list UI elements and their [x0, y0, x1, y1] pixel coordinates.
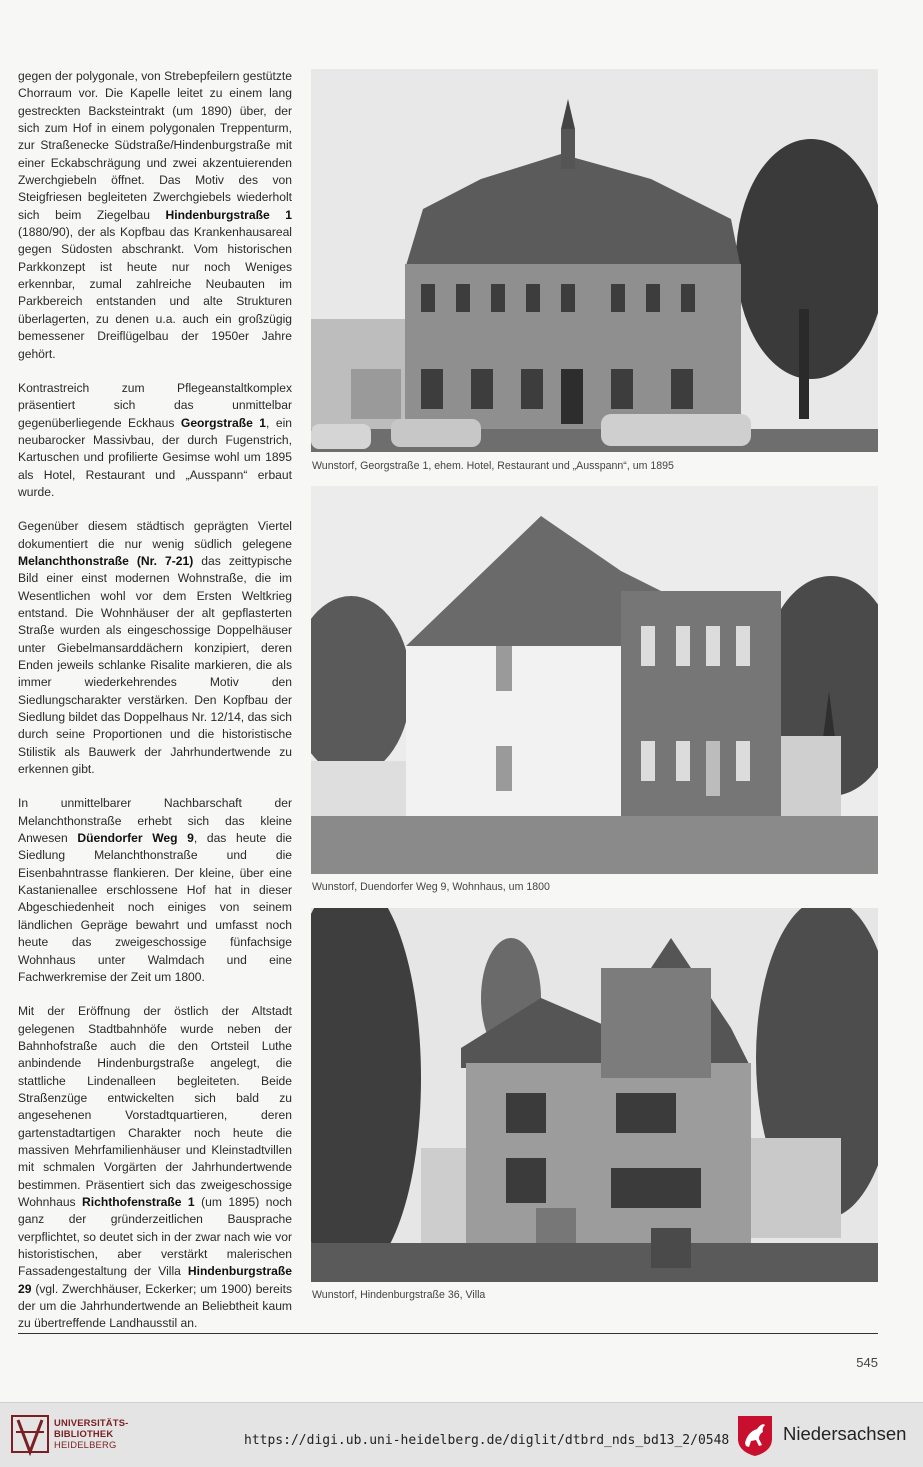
- paragraph-3: Gegenüber diesem städtisch geprägten Viertel dokumentiert die nur wenig südlich gelegene Melanchthonstraße (Nr. 7-21) das zeittypische Bild einer einst modernen Wohnstraße, die im Wesentlichen wohl vor dem Ersten Weltkrieg entstand. Die Wohnhäuser der alt gepflasterten Straße wurden als eingeschossige Doppelhäuser unter Giebelmansarddächern konzipiert, deren Enden jeweils schlanke Risalite markieren, die als immer wiederkehrendes Motiv den Siedlungscharakter verstärken. Den Kopfbau der Siedlung bildet das Doppelhaus Nr. 12/14, das sich durch seine Proportionen und die historistische Stilistik als Bauwerk der Jahrhundertwende zu erkennen gibt.: [18, 519, 292, 777]
- paragraph-2: Kontrastreich zum Pflegeanstaltkomplex präsentiert sich das unmittelbar gegenüberliegende Eckhaus Georgstraße 1, ein neubarocker Massivbau, der durch Fugenstrich, Kartuschen und profilierte Gesimse wohl um 1895 als Hotel, Restaurant und „Ausspann“ erbaut wurde.: [18, 380, 293, 499]
- paragraph-5: Mit der Eröffnung der östlich der Altstadt gelegenen Stadtbahnhöfe wurde neben der Bahnhofstraße auch die den Ortsteil Luthe anbindende Hindenburgstraße angelegt, die stattliche Lindenalleen begleiteten. Beide Straßenzüge entwickelten sich bald zu angesehenen Vorstadtquartieren, deren gartenstadtartigen Charakter noch heute die massiven Mehrfamilienhäuser und Kleinstadtvillen mit schmalen Vorgärten der Jahrhundertwende bestimmen. Präsentiert sich das zweigeschossige Wohnhaus Richthofenstraße 1 (um 1895) noch ganz der gründerzeitlichen Bausprache verpflichtet, so deutet sich in der zwar nach wie vor historistischen, aber verstärkt malerischen Fassadengestaltung der Villa Hindenburgstraße 29 (vgl. Zwerchhäuser, Eckerker; um 1900) bereits der um die Jahrhundertwende an Beliebtheit kaum zu übertreffende Landhausstil an.: [18, 1004, 292, 1331]
- niedersachsen-horse-logo-icon[interactable]: [735, 1413, 775, 1457]
- article-text-column: [18, 68, 292, 1350]
- highlight-address: Hindenburgstraße 29: [18, 1264, 292, 1296]
- institution-name[interactable]: UNIVERSITÄTS- BIBLIOTHEK HEIDELBERG: [54, 1417, 129, 1450]
- photo-hindenburgstrasse-villa: [311, 908, 878, 1282]
- heidelberg-library-logo-icon[interactable]: [10, 1412, 50, 1456]
- highlight-address: Hindenburgstraße 1: [165, 207, 292, 222]
- paragraph-4: In unmittelbarer Nachbarschaft der Melanchthonstraße erhebt sich das kleine Anwesen Düendorfer Weg 9, das heute die Siedlung Melanchthonstraße und die Eisenbahntrasse flankieren. Der kleine, über eine Kastanienallee erschlossene Hof hat in dieser Abgeschiedenheit noch einiges von seinem ländlichen Gepräge bewahrt und umfasst noch heute das zweigeschossige fünfachsige Wohnhaus unter Walmdach und eine Fachwerkremise der Zeit um 1800.: [18, 796, 292, 984]
- highlight-address: Georgstraße 1: [180, 415, 267, 430]
- photo-georgstrasse-hotel: [311, 69, 878, 452]
- page-number: 545: [856, 1355, 878, 1370]
- caption-photo-3: Wunstorf, Hindenburgstraße 36, Villa: [312, 1289, 486, 1301]
- highlight-address: Richthofenstraße 1: [82, 1194, 195, 1209]
- permalink-url[interactable]: https://digi.ub.uni-heidelberg.de/diglit/dtbrd_nds_bd13_2/0548: [244, 1433, 730, 1448]
- viewer-footer-bar: [0, 1402, 923, 1467]
- footer-rule: [18, 1333, 878, 1334]
- caption-photo-2: Wunstorf, Duendorfer Weg 9, Wohnhaus, um 1800: [312, 881, 550, 893]
- region-name[interactable]: Niedersachsen: [783, 1423, 907, 1444]
- photo-duendorfer-weg: [311, 486, 878, 874]
- highlight-address: Düendorfer Weg 9: [77, 831, 194, 846]
- paragraph-1: gegen der polygonale, von Strebepfeilern gestützte Chorraum vor. Die Kapelle leitet zu einem lang gestreckten Backsteintrakt (um 1890) über, der sich zum Hof in einem polygonalen Treppenturm, zur Straßenecke Südstraße/Hindenburgstraße mit einer Eckabschrägung und zwei akzentuierenden Zwerchgiebeln öffnet. Das Motiv des von Steigfriesen begleiteten Zwerchgiebels wiederholt sich beim Ziegelbau Hindenburgstraße 1 (1880/90), der als Kopfbau das Krankenhausareal gegen Südosten abschrankt. Vom historischen Parkkonzept ist heute nur noch Weniges erkennbar, zumal zahlreiche Neubauten im Parkbereich entstanden und alte Strukturen überlagerten, zu denen u.a. auch ein großzügig bemessener Dreiflügelbau der 1950er Jahre gehört.: [18, 69, 292, 361]
- caption-photo-1: Wunstorf, Georgstraße 1, ehem. Hotel, Restaurant und „Ausspann“, um 1895: [312, 460, 674, 472]
- highlight-address: Melanchthonstraße (Nr. 7-21): [18, 553, 194, 568]
